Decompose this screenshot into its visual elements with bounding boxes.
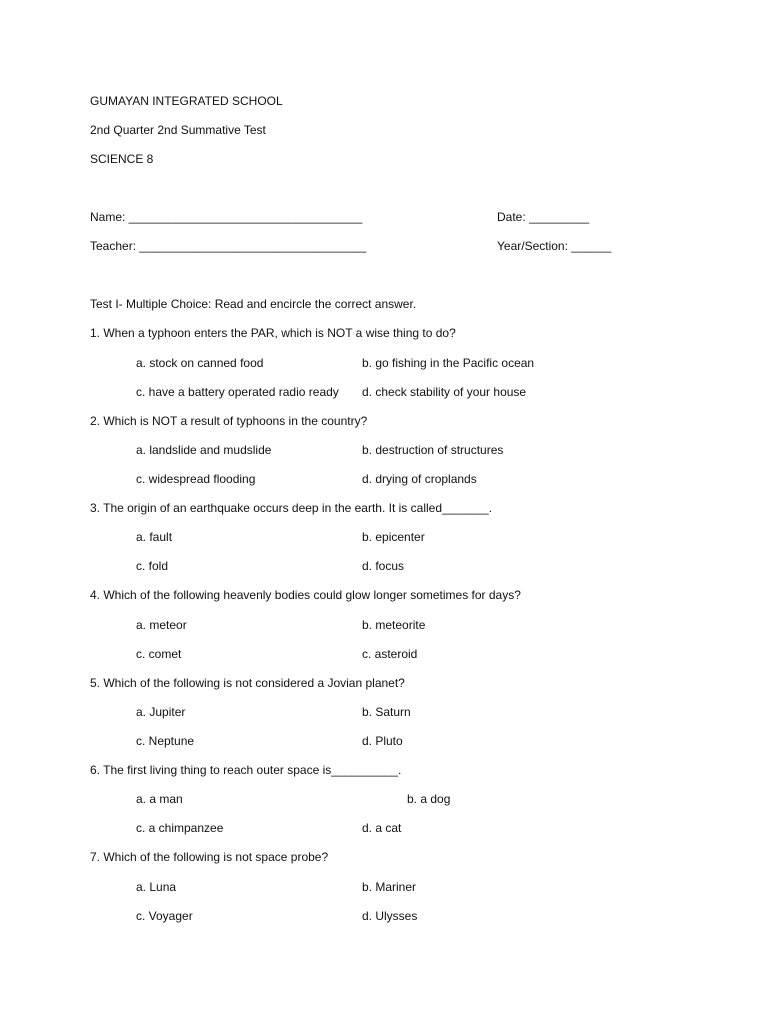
option: d. check stability of your house (362, 385, 527, 399)
option: c. have a battery operated radio ready (136, 385, 339, 399)
option: b. Mariner (362, 880, 417, 894)
option: c. Neptune (136, 734, 195, 748)
name-field: Name: ___________________________________ (90, 210, 363, 224)
option: b. a dog (407, 792, 451, 806)
option: a. a man (136, 792, 183, 806)
option: a. Jupiter (136, 705, 186, 719)
question-text: 1. When a typhoon enters the PAR, which is NOT a wise thing to do? (90, 326, 456, 340)
option: c. widespread flooding (136, 472, 256, 486)
question-text: 4. Which of the following heavenly bodies could glow longer sometimes for days? (90, 588, 521, 602)
option: d. focus (362, 559, 405, 573)
test-title: 2nd Quarter 2nd Summative Test (90, 123, 266, 137)
option: b. meteorite (362, 618, 426, 632)
option: c. a chimpanzee (136, 821, 224, 835)
option: c. asteroid (362, 647, 418, 661)
option: b. destruction of structures (362, 443, 504, 457)
school-name: GUMAYAN INTEGRATED SCHOOL (90, 94, 283, 108)
instructions: Test I- Multiple Choice: Read and encircle the correct answer. (90, 297, 417, 311)
option: a. fault (136, 530, 173, 544)
subject-title: SCIENCE 8 (90, 152, 154, 166)
option: a. Luna (136, 880, 177, 894)
teacher-field: Teacher: __________________________________ (90, 239, 367, 253)
option: b. Saturn (362, 705, 411, 719)
option: c. Voyager (136, 909, 193, 923)
option: d. Pluto (362, 734, 403, 748)
option: a. meteor (136, 618, 187, 632)
option: c. fold (136, 559, 169, 573)
option: d. a cat (362, 821, 402, 835)
question-text: 3. The origin of an earthquake occurs deep in the earth. It is called_______. (90, 501, 493, 515)
option: b. go fishing in the Pacific ocean (362, 356, 535, 370)
question-text: 6. The first living thing to reach outer space is__________. (90, 763, 402, 777)
question-text: 5. Which of the following is not considered a Jovian planet? (90, 676, 405, 690)
date-field: Date: _________ (497, 210, 590, 224)
year-section-field: Year/Section: ______ (497, 239, 612, 253)
option: d. Ulysses (362, 909, 418, 923)
question-text: 2. Which is NOT a result of typhoons in the country? (90, 414, 368, 428)
option: a. stock on canned food (136, 356, 264, 370)
option: d. drying of croplands (362, 472, 477, 486)
option: c. comet (136, 647, 182, 661)
option: b. epicenter (362, 530, 425, 544)
question-text: 7. Which of the following is not space probe? (90, 850, 329, 864)
option: a. landslide and mudslide (136, 443, 272, 457)
